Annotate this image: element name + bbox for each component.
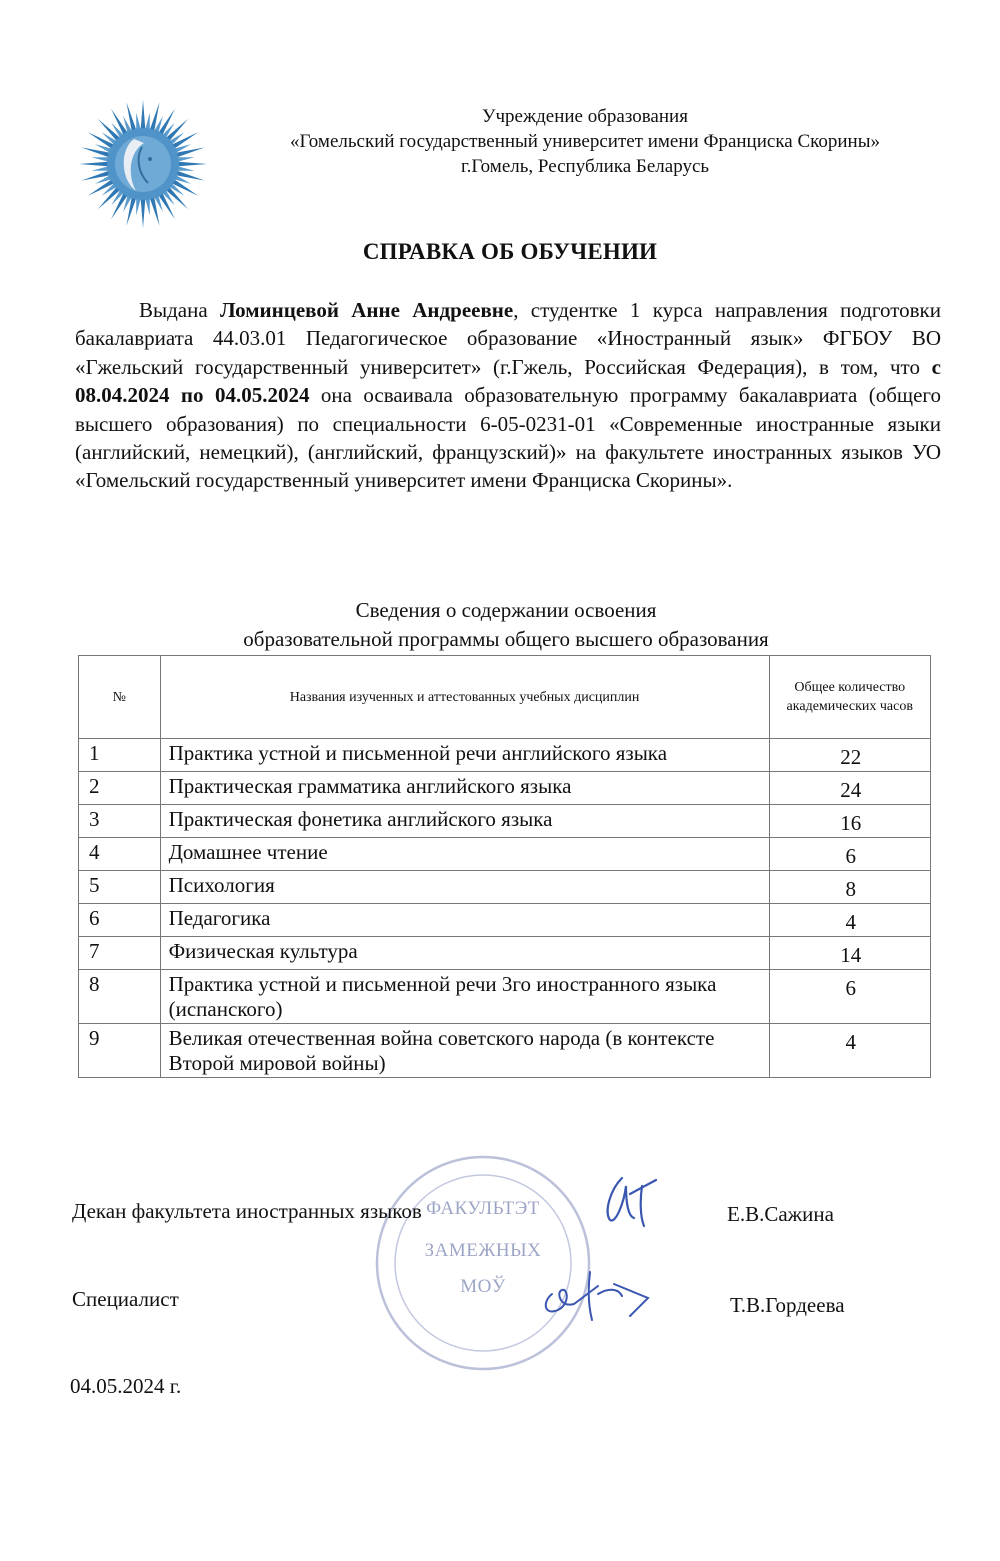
row-hours: 14 [769,937,931,970]
row-discipline: Практика устной и письменной речи английского языка [160,739,769,772]
row-number: 4 [79,838,161,871]
header-line-2: «Гомельский государственный университет имени Франциска Скорины» [289,131,880,152]
header-number: № [79,656,161,739]
dean-title: Декан факультета иностранных языков [72,1199,422,1223]
row-hours: 4 [769,904,931,937]
institution-header [225,104,945,179]
specialist-signature-icon [538,1264,658,1326]
row-number: 9 [79,1024,161,1078]
university-logo-icon [76,97,210,231]
row-hours: 8 [769,871,931,904]
document-title: СПРАВКА ОБ ОБУЧЕНИИ [362,239,658,264]
table-row [79,904,931,937]
table-row [79,970,931,1024]
table-header-row [79,656,931,739]
row-hours: 4 [769,1024,931,1078]
table-row [79,871,931,904]
row-number: 3 [79,805,161,838]
table-row [79,739,931,772]
body-text-3: она осваивала образовательную программу бакалавриата (общего высшего образования) по специальности 6-05-0231-01 «Современные иностранные языки (английский, немецкий), (английский, французский)» на факультете иностранных языков УО «Гомельский государственный университет имени Франциска Скорины». [75,383,941,493]
row-number: 2 [79,772,161,805]
row-discipline: Практика устной и письменной речи 3го иностранного языка (испанского) [160,970,769,1024]
specialist-title: Специалист [72,1287,179,1311]
caption-line-1: Сведения о содержании освоения [355,598,657,622]
row-discipline: Педагогика [160,904,769,937]
table-row [79,772,931,805]
row-hours: 6 [769,838,931,871]
certificate-body [75,296,941,495]
row-number: 6 [79,904,161,937]
header-line-3: г.Гомель, Республика Беларусь [460,156,710,177]
document-date: 04.05.2024 г. [70,1374,182,1398]
table-caption [80,596,932,654]
study-period: с 08.04.2024 по 04.05.2024 [75,354,941,408]
stamp-line-2: ЗАМЕЖНЫХ [424,1240,542,1261]
row-number: 7 [79,937,161,970]
row-number: 5 [79,871,161,904]
caption-line-2: образовательной программы общего высшего образования [243,627,769,651]
body-text-2: , студентке 1 курса направления подготовки бакалавриата 44.03.01 Педагогическое образование «Иностранный язык» ФГБОУ ВО «Гжельский государственный университет» (г.Гжель, Российская Федерация), в том, что [75,298,941,379]
stamp-line-1: ФАКУЛЬТЭТ [426,1198,540,1219]
table-row [79,1024,931,1078]
row-discipline: Психология [160,871,769,904]
row-number: 8 [79,970,161,1024]
specialist-name: Т.В.Гордеева [730,1293,845,1317]
header-hours: Общее количество академических часов [769,656,931,739]
row-hours: 16 [769,805,931,838]
stamp-line-3: МОЎ [460,1276,506,1297]
row-discipline: Домашнее чтение [160,838,769,871]
header-line-1: Учреждение образования [482,106,688,127]
row-discipline: Физическая культура [160,937,769,970]
table-row [79,805,931,838]
row-hours: 24 [769,772,931,805]
row-hours: 22 [769,739,931,772]
student-name: Ломинцевой Анне Андреевне [220,298,514,322]
row-hours: 6 [769,970,931,1024]
faculty-stamp-icon [372,1152,594,1374]
header-discipline: Названия изученных и аттестованных учебных дисциплин [160,656,769,739]
row-discipline: Великая отечественная война советского народа (в контексте Второй мировой войны) [160,1024,769,1078]
row-discipline: Практическая фонетика английского языка [160,805,769,838]
row-number: 1 [79,739,161,772]
dean-signature-icon [600,1172,662,1230]
table-row [79,838,931,871]
body-text-1: Выдана [139,298,220,322]
disciplines-table [78,655,931,1078]
table-row [79,937,931,970]
row-discipline: Практическая грамматика английского языка [160,772,769,805]
dean-name: Е.В.Сажина [727,1202,834,1226]
